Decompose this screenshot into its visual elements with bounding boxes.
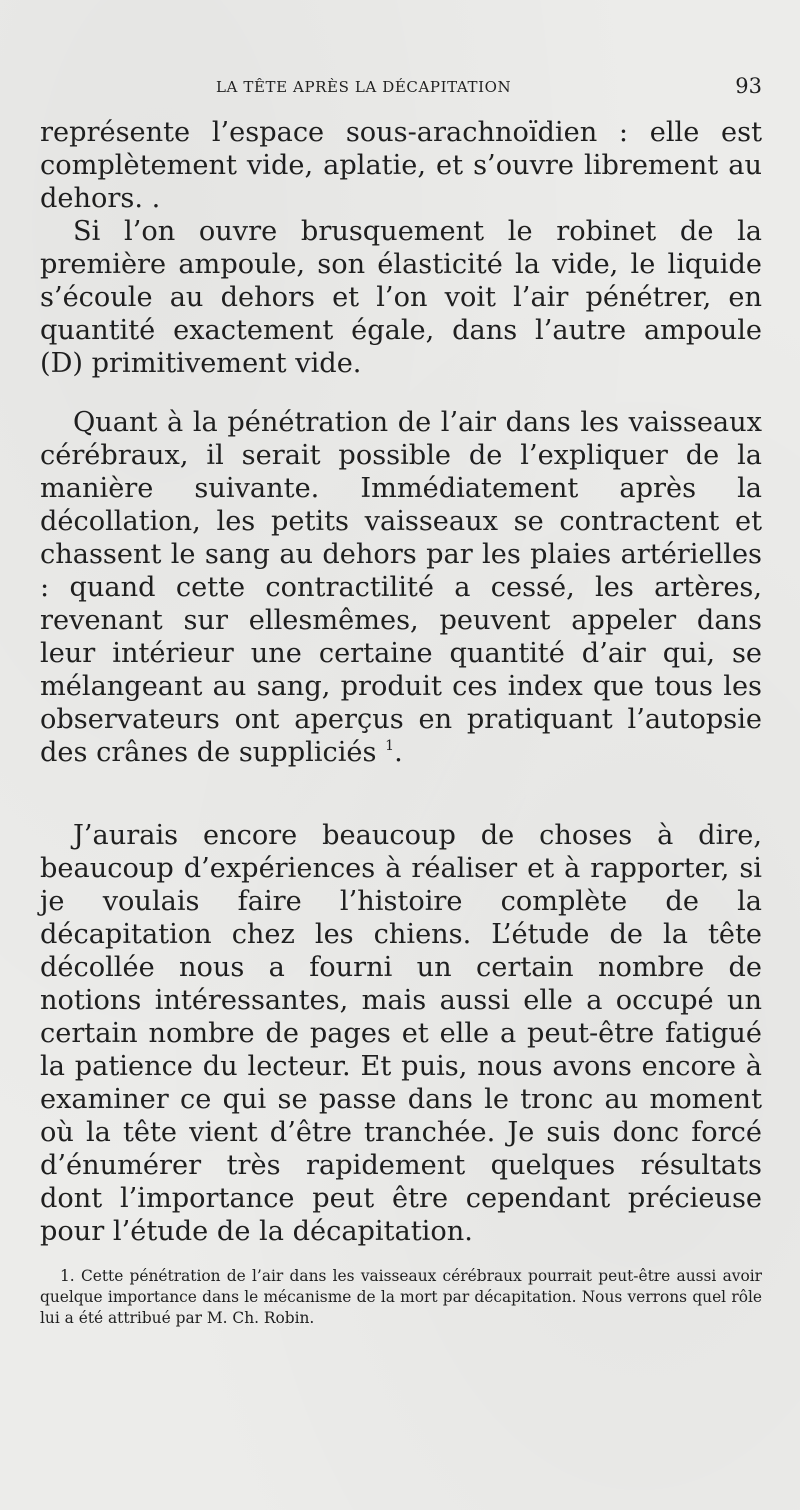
- paragraph-air-penetration-text: Quant à la pénétration de l’air dans les vaisseaux cérébraux, il serait possible de l’expliquer de la manière suivante. Immédiatement après la décollation, les petits vaisseaux se contractent et chassent le sang au dehors par les plaies artérielles : quand cette contractilité a cessé, les artères, revenant sur ellesmêmes, peuvent appeler dans leur intérieur une certaine quantité d’air qui, se mélangeant au sang, produit ces index que tous les observateurs ont aperçus en pratiquant l’autopsie des crânes de suppliciés: [40, 407, 762, 768]
- paragraph-conclusion: J’aurais encore beaucoup de choses à dire, beaucoup d’expériences à réaliser et à rapporter, si je voulais faire l’histoire complète de la décapitation chez les chiens. L’étude de la tête décollée nous a fourni un certain nombre de notions intéressantes, mais aussi elle a occupé un certain nombre de pages et elle a peut-être fatigué la patience du lecteur. Et puis, nous avons encore à examiner ce qui se passe dans le tronc au moment où la tête vient d’être tranchée. Je suis donc forcé d’énumérer très rapidement quelques résultats dont l’importance peut être cependant précieuse pour l’étude de la décapitation.: [40, 820, 762, 1247]
- paragraph-continuation: représente l’espace sous-arachnoïdien : elle est complètement vide, aplatie, et s’ouvre librement au dehors. .: [40, 117, 762, 214]
- page-number: 93: [735, 74, 762, 98]
- footnote-reference: 1: [385, 738, 395, 754]
- paragraph-ampoule: Si l’on ouvre brusquement le robinet de la première ampoule, son élasticité la vide, le liquide s’écoule au dehors et l’on voit l’air pénétrer, en quantité exactement égale, dans l’autre ampoule (D) primitivement vide.: [40, 216, 762, 379]
- page-header: [40, 74, 762, 102]
- footnote: 1. Cette pénétration de l’air dans les vaisseaux cérébraux pourrait peut-être aussi avoir quelque importance dans le mécanisme de la mort par décapitation. Nous verrons quel rôle lui a été attribué par M. Ch. Robin.: [40, 1267, 762, 1327]
- running-title: LA TÊTE APRÈS LA DÉCAPITATION: [216, 78, 512, 96]
- body-text: [40, 116, 762, 1248]
- paragraph-air-penetration: Quant à la pénétration de l’air dans les vaisseaux cérébraux, il serait possible de l’expliquer de la manière suivante. Immédiatement après la décollation, les petits vaisseaux se contractent et chassent le sang au dehors par les plaies artérielles : quand cette contractilité a cessé, les artères, revenant sur ellesmêmes, peuvent appeler dans leur intérieur une certaine quantité d’air qui, se mélangeant au sang, produit ces index que tous les observateurs ont aperçus en pratiquant l’autopsie des crânes de suppliciés $^1$.: [40, 407, 762, 768]
